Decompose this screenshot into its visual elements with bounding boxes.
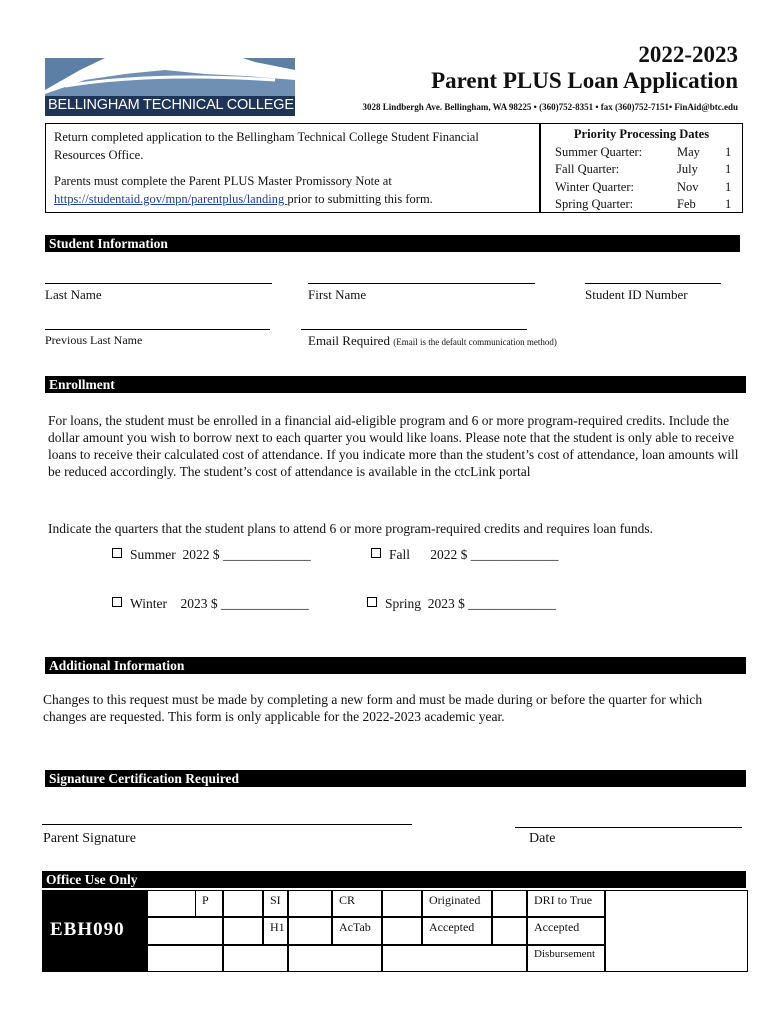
date-label: Date bbox=[529, 831, 556, 846]
cell-accepted-2: Accepted bbox=[527, 917, 605, 945]
section-office-use: Office Use Only bbox=[42, 871, 746, 888]
email-label: Email Required (Email is the default communication method) bbox=[308, 333, 557, 348]
cell-disbursement: Disbursement bbox=[527, 945, 605, 972]
cell-p: P bbox=[195, 890, 223, 917]
cell-actab: AcTab bbox=[332, 917, 382, 945]
previous-last-name-label: Previous Last Name bbox=[45, 333, 143, 347]
priority-heading: Priority Processing Dates bbox=[573, 127, 710, 141]
section-signature: Signature Certification Required bbox=[45, 770, 746, 787]
section-enrollment: Enrollment bbox=[45, 376, 746, 393]
first-name-label: First Name bbox=[308, 287, 367, 302]
cell-originated: Originated bbox=[422, 890, 492, 917]
first-name-field[interactable] bbox=[308, 283, 535, 284]
section-student-information: Student Information bbox=[45, 235, 740, 252]
form-code: EBH090 bbox=[50, 919, 125, 940]
priority-row: Summer Quarter: May 1 bbox=[555, 144, 732, 159]
mpn-link[interactable]: https://studentaid.gov/mpn/parentplus/landing bbox=[54, 192, 288, 206]
priority-row: Winter Quarter: Nov 1 bbox=[555, 179, 732, 194]
quarter-instructions: Indicate the quarters that the student plans to attend 6 or more program-required credits and requires loan funds. bbox=[48, 521, 654, 536]
student-id-label: Student ID Number bbox=[585, 287, 688, 302]
form-title: Parent PLUS Loan Application bbox=[431, 68, 738, 93]
cell-h1: H1 bbox=[263, 917, 288, 945]
form-year: 2022-2023 bbox=[638, 42, 738, 67]
winter-checkbox[interactable] bbox=[112, 597, 122, 607]
fall-2022-option[interactable]: Fall 2022 $ _____________ bbox=[371, 547, 559, 563]
cell-cr: CR bbox=[332, 890, 382, 917]
form-code-block bbox=[42, 890, 147, 972]
fall-checkbox[interactable] bbox=[371, 548, 381, 558]
spring-2023-option[interactable]: Spring 2023 $ _____________ bbox=[367, 596, 556, 612]
cell-si: SI bbox=[263, 890, 288, 917]
college-name: BELLINGHAM TECHNICAL COLLEGE bbox=[48, 97, 294, 113]
enrollment-instructions: For loans, the student must be enrolled in a financial aid-eligible program and 6 or more program-required credits. Include the dollar amount you wish to borrow next to each quarter you would like loans. Please note that the student is only able to receive loans to receive their calculated cost of attendance. If you indicate more than the student’s cost of attendance, loan amounts will be reduced accordingly. The student’s cost of attendance is available in the ctcLink portal bbox=[48, 413, 739, 479]
mountain-icon bbox=[45, 40, 295, 98]
cell-accepted: Accepted bbox=[422, 917, 492, 945]
date-field[interactable] bbox=[515, 827, 742, 828]
office-use-table bbox=[42, 890, 748, 972]
priority-row: Spring Quarter: Feb 1 bbox=[555, 197, 732, 211]
instructions-box bbox=[45, 123, 540, 213]
spring-checkbox[interactable] bbox=[367, 597, 377, 607]
additional-text: Changes to this request must be made by completing a new form and must be made during or before the quarter for which changes are requested. This form is only applicable for the 2022-2023 academic year. bbox=[43, 692, 703, 724]
priority-row: Fall Quarter: July 1 bbox=[555, 162, 732, 176]
parent-signature-label: Parent Signature bbox=[43, 831, 136, 846]
email-field[interactable] bbox=[301, 329, 527, 330]
summer-2022-option[interactable]: Summer 2022 $ _____________ bbox=[112, 547, 311, 563]
college-logo bbox=[45, 40, 295, 116]
email-note: (Email is the default communication method) bbox=[393, 337, 557, 347]
last-name-field[interactable] bbox=[45, 283, 272, 284]
last-name-label: Last Name bbox=[45, 287, 102, 302]
parent-signature-field[interactable] bbox=[42, 824, 412, 825]
cell-dri-to-true: DRI to True bbox=[527, 890, 605, 917]
priority-dates-box bbox=[540, 123, 743, 213]
mpn-instructions: Parents must complete the Parent PLUS Master Promissory Note at https://studentaid.gov/mpn/parentplus/landing prior to submitting this form. bbox=[54, 174, 433, 206]
instructions-text: Return completed application to the Bellingham Technical College Student Financial Resources Office. bbox=[54, 130, 479, 162]
section-additional-information: Additional Information bbox=[45, 657, 746, 674]
student-id-field[interactable] bbox=[585, 283, 721, 284]
previous-last-name-field[interactable] bbox=[45, 329, 270, 330]
summer-checkbox[interactable] bbox=[112, 548, 122, 558]
contact-address: 3028 Lindbergh Ave. Bellingham, WA 98225 • (360)752-8351 • fax (360)752-7151• FinAid@btc.edu bbox=[362, 102, 738, 112]
winter-2023-option[interactable]: Winter 2023 $ _____________ bbox=[112, 596, 309, 612]
